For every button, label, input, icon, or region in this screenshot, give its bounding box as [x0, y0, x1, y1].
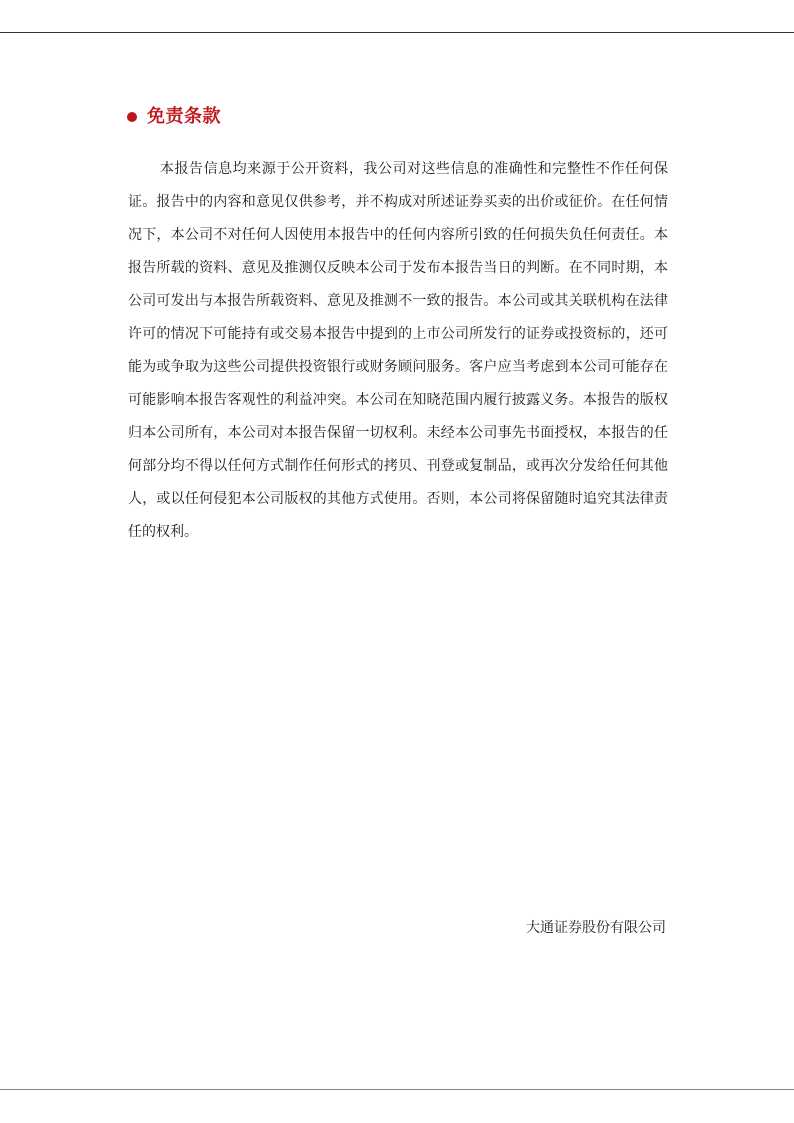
top-divider — [0, 32, 794, 33]
disclaimer-body: 本报告信息均来源于公开资料，我公司对这些信息的准确性和完整性不作任何保证。报告中的内容和意见仅供参考，并不构成对所述证券买卖的出价或征价。在任何情况下，本公司不对任何人因使用本报告中的任何内容所引致的任何损失负任何责任。本报告所载的资料、意见及推测仅反映本公司于发布本报告当日的判断。在不同时期，本公司可发出与本报告所载资料、意见及推测不一致的报告。本公司或其关联机构在法律许可的情况下可能持有或交易本报告中提到的上市公司所发行的证券或投资标的，还可能为或争取为这些公司提供投资银行或财务顾问服务。客户应当考虑到本公司可能存在可能影响本报告客观性的利益冲突。本公司在知晓范围内履行披露义务。本报告的版权归本公司所有，本公司对本报告保留一切权利。未经本公司事先书面授权，本报告的任何部分均不得以任何方式制作任何形式的拷贝、刊登或复制品，或再次分发给任何其他人，或以任何侵犯本公司版权的其他方式使用。否则，本公司将保留随时追究其法律责任的权利。 — [128, 161, 668, 540]
bullet-icon — [127, 112, 137, 122]
company-signature: 大通证券股份有限公司 — [526, 920, 666, 936]
disclaimer-heading — [127, 105, 221, 129]
bottom-divider — [0, 1089, 794, 1090]
disclaimer-heading-text: 免责条款 — [147, 106, 221, 127]
